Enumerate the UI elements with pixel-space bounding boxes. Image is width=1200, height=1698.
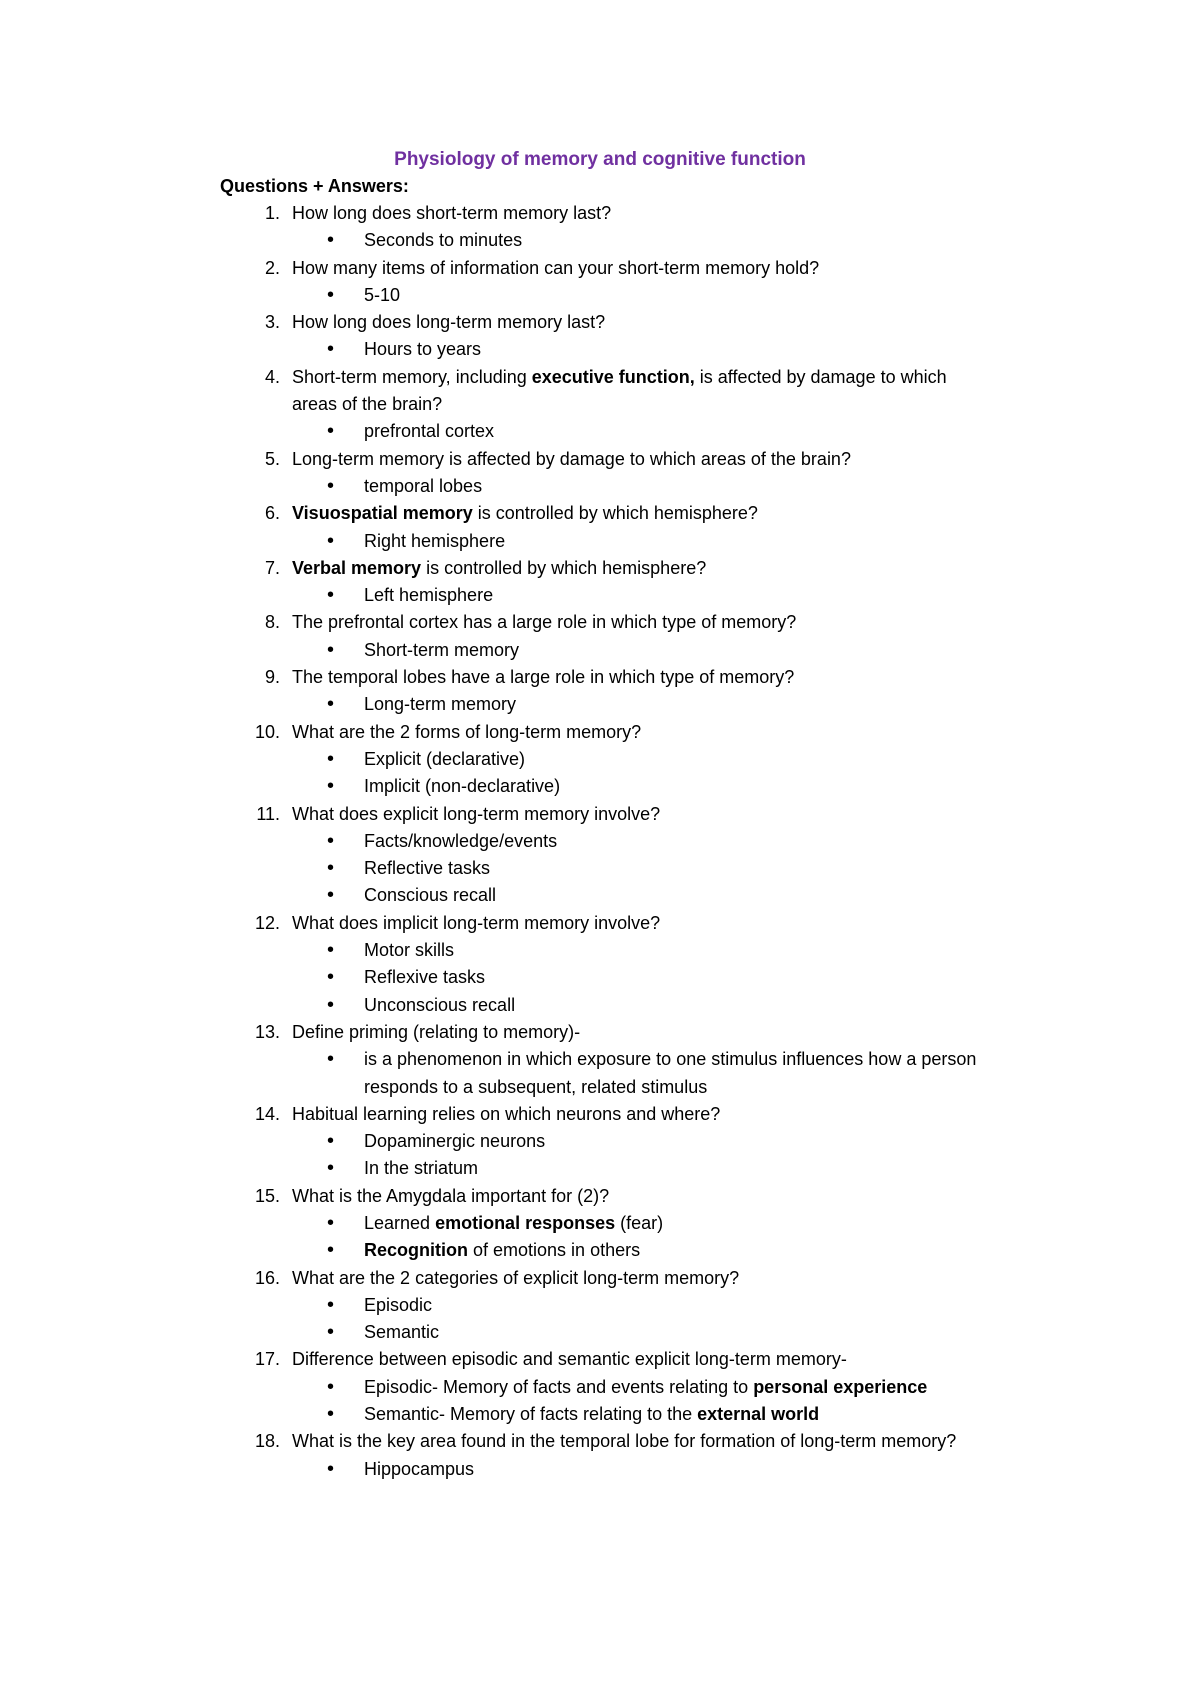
bold-text: Visuospatial memory: [292, 503, 473, 524]
answer-text: [364, 418, 494, 445]
answer-row: [0, 1319, 1200, 1346]
question-number: 13.: [254, 1021, 280, 1042]
answer-text: [364, 828, 557, 855]
text-segment: What are the 2 categories of explicit long-term memory?: [292, 1267, 740, 1288]
answer-text: [364, 992, 515, 1019]
question-text-continued: areas of the brain?: [292, 394, 443, 415]
answer-row: [0, 937, 1200, 964]
text-segment: is affected by damage to which: [694, 366, 947, 387]
question-number: 14.: [254, 1103, 280, 1124]
answer-text: [364, 882, 496, 909]
question-row: [0, 719, 1200, 746]
bullet-icon: •: [327, 939, 335, 962]
text-segment: Semantic: [364, 1322, 440, 1343]
text-segment: Short-term memory, including: [292, 366, 532, 387]
answer-row: [0, 1128, 1200, 1155]
text-segment: Long-term memory: [364, 694, 517, 715]
text-segment: 5-10: [364, 284, 401, 305]
answer-row: [0, 528, 1200, 555]
answer-text: [364, 637, 519, 664]
question-text: [292, 1265, 739, 1292]
text-segment: Explicit (declarative): [364, 748, 526, 769]
question-text: [292, 364, 947, 391]
question-text: [292, 609, 796, 636]
bullet-icon: •: [327, 857, 335, 880]
answer-text: [364, 964, 485, 991]
text-segment: Long-term memory is affected by damage to which areas of the brain?: [292, 448, 851, 469]
question-row: [0, 500, 1200, 527]
answer-text: [364, 1155, 478, 1182]
question-number: 5.: [264, 448, 280, 469]
bold-text: Verbal memory: [292, 557, 422, 578]
answer-row: [0, 1046, 1200, 1073]
bullet-icon: •: [327, 829, 335, 852]
question-row: [0, 309, 1200, 336]
text-segment: of emotions in others: [468, 1240, 641, 1261]
bullet-icon: •: [327, 474, 335, 497]
question-row: [0, 609, 1200, 636]
question-row: [0, 364, 1200, 391]
text-segment: What does explicit long-term memory involve?: [292, 803, 661, 824]
bullet-icon: •: [327, 1457, 335, 1480]
question-number: 17.: [254, 1349, 280, 1370]
answer-row: [0, 227, 1200, 254]
text-segment: What is the key area found in the temporal lobe for formation of long-term memory?: [292, 1431, 957, 1452]
answer-row-continued: [0, 1074, 1200, 1101]
answer-row: [0, 282, 1200, 309]
answer-text: [364, 773, 560, 800]
question-number: 18.: [254, 1431, 280, 1452]
answer-text: [364, 937, 454, 964]
answer-row: [0, 773, 1200, 800]
answer-row: [0, 992, 1200, 1019]
answer-row: [0, 828, 1200, 855]
bullet-icon: •: [327, 584, 335, 607]
question-number: 3.: [264, 312, 280, 333]
answer-text: [364, 1128, 545, 1155]
text-segment: Seconds to minutes: [364, 230, 523, 251]
text-segment: Define priming (relating to memory)-: [292, 1021, 581, 1042]
answer-text: [364, 855, 490, 882]
question-number: 7.: [264, 557, 280, 578]
bullet-icon: •: [327, 529, 335, 552]
text-segment: is controlled by which hemisphere?: [472, 503, 758, 524]
question-number: 9.: [264, 667, 280, 688]
question-row: [0, 1265, 1200, 1292]
text-segment: Hours to years: [364, 339, 482, 360]
answer-text: [364, 227, 522, 254]
text-segment: (fear): [615, 1212, 664, 1233]
bold-text: personal experience: [753, 1376, 928, 1397]
text-segment: Conscious recall: [364, 885, 497, 906]
bullet-icon: •: [327, 1321, 335, 1344]
answer-text: [364, 1237, 640, 1264]
text-segment: Short-term memory: [364, 639, 520, 660]
bullet-icon: •: [327, 338, 335, 361]
text-segment: How long does long-term memory last?: [292, 312, 606, 333]
text-segment: Reflexive tasks: [364, 967, 486, 988]
question-text: [292, 1019, 580, 1046]
question-text: [292, 309, 605, 336]
bullet-icon: •: [327, 884, 335, 907]
question-text: [292, 555, 706, 582]
answer-text: [364, 1374, 927, 1401]
bullet-icon: •: [327, 1048, 335, 1071]
question-row: [0, 446, 1200, 473]
question-row: [0, 910, 1200, 937]
question-row: [0, 1101, 1200, 1128]
question-number: 15.: [254, 1185, 280, 1206]
question-number: 16.: [254, 1267, 280, 1288]
answer-row: [0, 691, 1200, 718]
text-segment: What does implicit long-term memory involve?: [292, 912, 661, 933]
question-row: [0, 555, 1200, 582]
answer-row: [0, 637, 1200, 664]
bold-text: executive function,: [531, 366, 695, 387]
question-text: [292, 1346, 847, 1373]
bullet-icon: •: [327, 1375, 335, 1398]
bullet-icon: •: [327, 775, 335, 798]
question-text: [292, 719, 641, 746]
bullet-icon: •: [327, 1293, 335, 1316]
bullet-icon: •: [327, 1211, 335, 1234]
text-segment: Semantic- Memory of facts relating to the: [364, 1404, 698, 1425]
text-segment: Episodic: [364, 1294, 433, 1315]
bold-text: emotional responses: [435, 1212, 616, 1233]
question-row: [0, 664, 1200, 691]
bullet-icon: •: [327, 747, 335, 770]
answer-row: [0, 582, 1200, 609]
question-number: 2.: [264, 257, 280, 278]
answer-row: [0, 1401, 1200, 1428]
answer-row: [0, 473, 1200, 500]
text-segment: prefrontal cortex: [364, 421, 495, 442]
question-number: 1.: [264, 203, 280, 223]
answer-text: [364, 1401, 819, 1428]
question-row: [0, 255, 1200, 282]
question-row-continued: [0, 391, 1200, 418]
text-segment: Motor skills: [364, 940, 455, 961]
question-number: 8.: [264, 612, 280, 633]
bold-text: external world: [697, 1404, 820, 1425]
answer-text: [364, 528, 505, 555]
question-text: [292, 910, 660, 937]
text-segment: Learned: [364, 1212, 436, 1233]
question-row: [0, 1346, 1200, 1373]
qa-list: [0, 200, 1200, 1483]
question-text: [292, 664, 794, 691]
text-segment: The temporal lobes have a large role in which type of memory?: [292, 667, 795, 688]
text-segment: What is the Amygdala important for (2)?: [292, 1185, 610, 1206]
bullet-icon: •: [327, 993, 335, 1016]
answer-row: [0, 418, 1200, 445]
text-segment: In the striatum: [364, 1158, 479, 1179]
question-text: [292, 1428, 956, 1455]
text-segment: Implicit (non-declarative): [364, 776, 561, 797]
answer-row: [0, 336, 1200, 363]
bullet-icon: •: [327, 1130, 335, 1153]
text-segment: Unconscious recall: [364, 994, 516, 1015]
answer-row: [0, 1374, 1200, 1401]
answer-row: [0, 1155, 1200, 1182]
document-title: Physiology of memory and cognitive function: [394, 149, 806, 170]
question-row: [0, 200, 1200, 227]
bullet-icon: •: [327, 1403, 335, 1426]
answer-row: [0, 855, 1200, 882]
answer-text: [364, 1456, 474, 1483]
text-segment: temporal lobes: [364, 475, 483, 496]
text-segment: Dopaminergic neurons: [364, 1131, 546, 1152]
answer-text-continued: responds to a subsequent, related stimulus: [364, 1076, 708, 1097]
text-segment: Left hemisphere: [364, 585, 494, 606]
question-row: [0, 1019, 1200, 1046]
answer-text: [364, 691, 516, 718]
bullet-icon: •: [327, 283, 335, 306]
question-number: 11.: [256, 803, 280, 824]
question-text: [292, 1183, 609, 1210]
answer-row: [0, 882, 1200, 909]
question-text: [292, 200, 611, 227]
text-segment: Reflective tasks: [364, 858, 491, 879]
answer-text: [364, 473, 482, 500]
answer-text: [364, 746, 525, 773]
text-segment: How long does short-term memory last?: [292, 203, 612, 223]
question-number: 6.: [264, 503, 280, 524]
question-number: 4.: [264, 366, 280, 387]
question-row: [0, 1183, 1200, 1210]
text-segment: Habitual learning relies on which neurons and where?: [292, 1103, 721, 1124]
bullet-icon: •: [327, 420, 335, 443]
bullet-icon: •: [327, 1157, 335, 1180]
answer-text: [364, 282, 400, 309]
bullet-icon: •: [327, 638, 335, 661]
answer-row: [0, 1237, 1200, 1264]
question-text: [292, 500, 758, 527]
bullet-icon: •: [327, 229, 335, 252]
answer-row: [0, 964, 1200, 991]
text-segment: Right hemisphere: [364, 530, 506, 551]
question-text: [292, 446, 851, 473]
bold-text: Recognition: [364, 1240, 468, 1261]
text-segment: Hippocampus: [364, 1458, 475, 1479]
answer-row: [0, 1292, 1200, 1319]
text-segment: Difference between episodic and semantic explicit long-term memory-: [292, 1349, 847, 1370]
question-number: 10.: [254, 721, 280, 742]
section-heading: Questions + Answers:: [220, 176, 409, 196]
answer-text: [364, 1292, 432, 1319]
text-segment: How many items of information can your short-term memory hold?: [292, 257, 820, 278]
answer-row: [0, 1210, 1200, 1237]
question-text: [292, 255, 819, 282]
text-segment: Facts/knowledge/events: [364, 830, 558, 851]
question-text: [292, 801, 660, 828]
text-segment: is a phenomenon in which exposure to one stimulus influences how a person: [364, 1049, 977, 1070]
answer-text: [364, 1210, 663, 1237]
answer-text: [364, 336, 481, 363]
bullet-icon: •: [327, 966, 335, 989]
text-segment: Episodic- Memory of facts and events relating to: [364, 1376, 754, 1397]
answer-row: [0, 746, 1200, 773]
bullet-icon: •: [327, 693, 335, 716]
answer-text: [364, 1046, 976, 1073]
question-number: 12.: [254, 912, 280, 933]
question-row: [0, 801, 1200, 828]
bullet-icon: •: [327, 1239, 335, 1262]
text-segment: The prefrontal cortex has a large role in which type of memory?: [292, 612, 797, 633]
text-segment: is controlled by which hemisphere?: [421, 557, 707, 578]
question-text: [292, 1101, 720, 1128]
text-segment: What are the 2 forms of long-term memory?: [292, 721, 642, 742]
answer-text: [364, 582, 493, 609]
answer-row: [0, 1456, 1200, 1483]
question-row: [0, 1428, 1200, 1455]
answer-text: [364, 1319, 439, 1346]
